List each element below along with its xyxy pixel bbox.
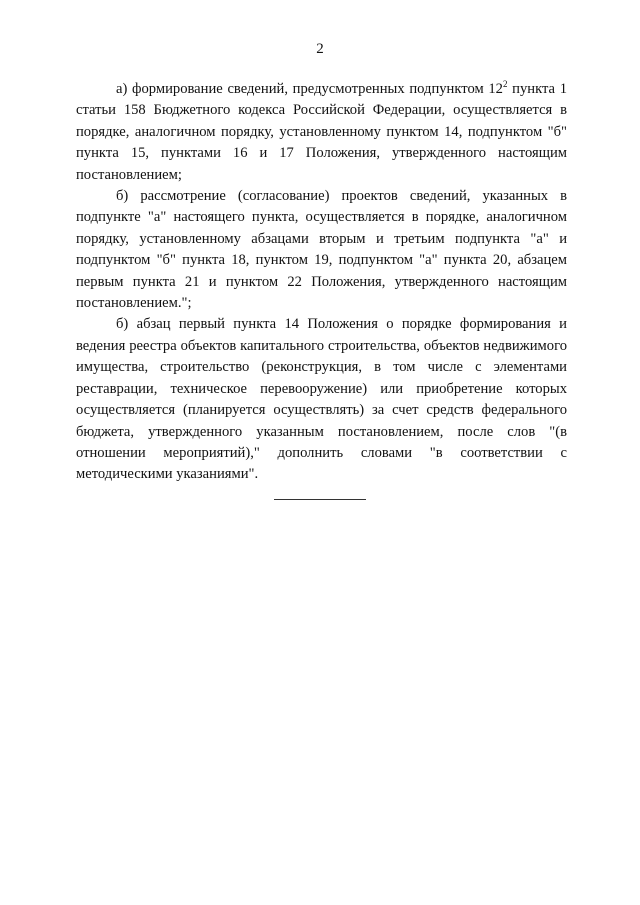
paragraph-item-b: б) рассмотрение (согласование) проектов сведений, указанных в подпункте "а" настоящего пункта, осуществляется в порядке, аналогичном порядку, установленному абзацами вторым и третьим подпункта "а" и подпунктом "б" пункта 18, пунктом 19, подпунктом "а" пункта 20, абзацем первым пункта 21 и пунктом 22 Положения, утвержденного настоящим постановлением."; — [76, 188, 567, 312]
paragraph-item-b-amendment: б) абзац первый пункта 14 Положения о порядке формирования и ведения реестра объектов капитального строительства, объектов недвижимого имущества, строительство (реконструкция, в том числе с элементами реставрации, техническое перевооружение) или приобретение которых осуществляется (планируется осуществлять) за счет средств федерального бюджета, утвержденного указанным постановлением, после слов "(в отношении мероприятий)," дополнить словами "в соответствии с методическими указаниями". — [76, 316, 567, 483]
page-number: 2 — [316, 41, 324, 57]
document-body — [76, 79, 567, 486]
paragraph-text-continued: пункта 1 статьи 158 Бюджетного кодекса Российской Федерации, осуществляется в порядке, аналогичном порядку, установленному пунктом 14, подпунктом "б" пункта 15, пунктами 16 и 17 Положения, утвержденного настоящим постановлением; — [76, 81, 567, 183]
end-divider-line — [274, 499, 366, 500]
superscript-marker: 2 — [502, 79, 508, 89]
paragraph-text: а) формирование сведений, предусмотренных подпунктом 12 — [116, 81, 503, 97]
paragraph-item-a — [76, 79, 567, 186]
